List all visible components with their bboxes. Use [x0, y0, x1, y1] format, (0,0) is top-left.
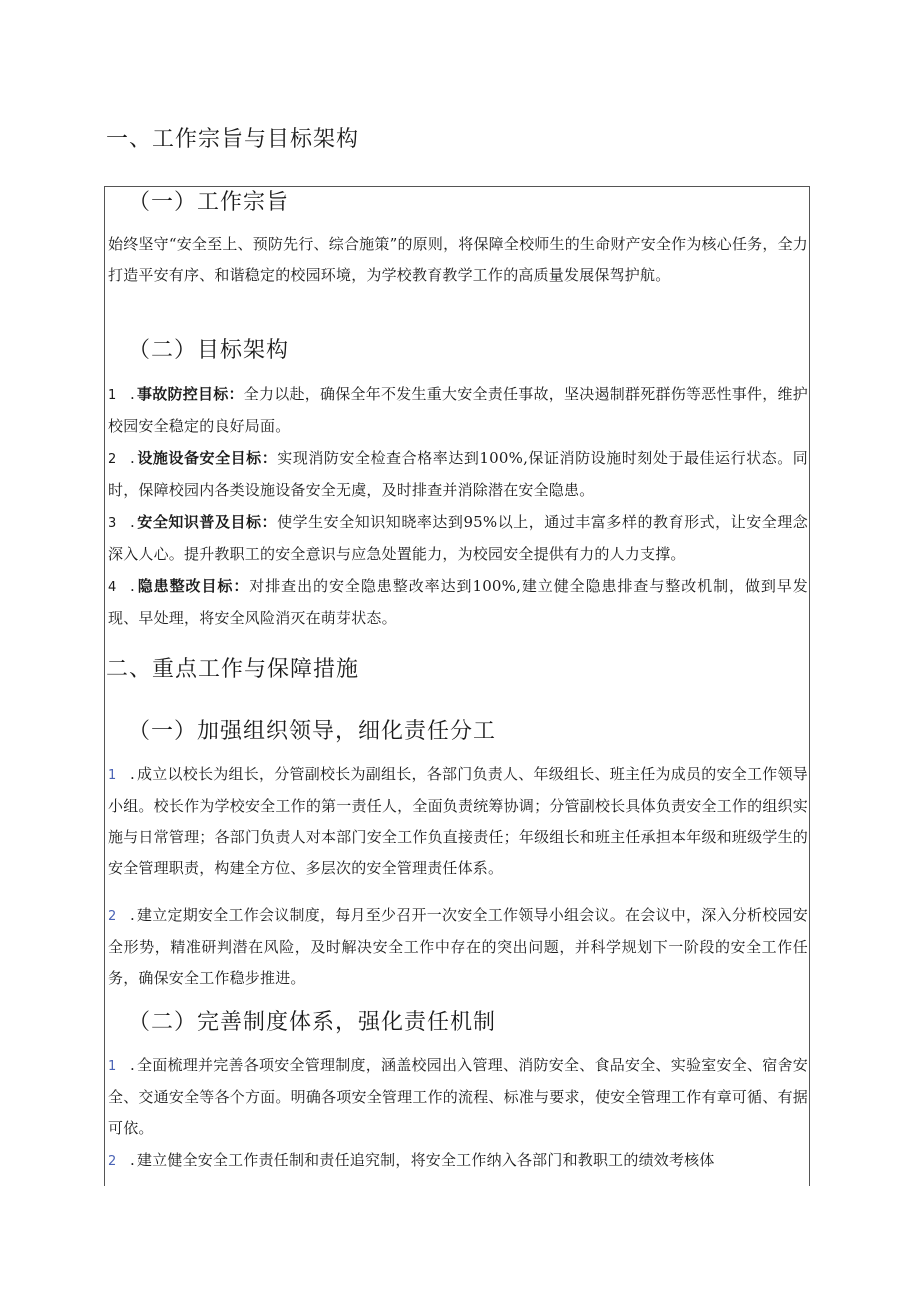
item-number: 2	[108, 909, 117, 924]
item-text: 使学生安全知识知晓率达到95%以上，通过丰富多样的教育形式，让安全理念深入人心。提升教职工的安全意识与应急处置能力，为校园安全提供有力的人力支撑。	[108, 513, 808, 563]
item-text: 全力以赴，确保全年不发生重大安全责任事故，坚决遏制群死群伤等恶性事件，维护校园安全稳定的良好局面。	[108, 385, 809, 435]
item-label: 事故防控目标：	[136, 385, 244, 403]
goal-item-3: 3 . 安全知识普及目标：使学生安全知识知晓率达到95%以上，通过丰富多样的教育形式，让安全理念深入人心。提升教职工的安全意识与应急处置能力，为校园安全提供有力的人力支撑。	[108, 507, 808, 570]
section1-sub1-heading: （一）工作宗旨	[128, 190, 290, 215]
item-number: 1	[108, 388, 117, 403]
section1-sub1-paragraph: 始终坚守“安全至上、预防先行、综合施策”的原则，将保障全校师生的生命财产安全作为核心任务，全力打造平安有序、和谐稳定的校园环境，为学校教育教学工作的高质量发展保驾护航。	[108, 235, 808, 284]
item-text: 建立健全安全工作责任制和责任追究制，将安全工作纳入各部门和教职工的绩效考核体	[136, 1151, 715, 1169]
section2-heading: 二、重点工作与保障措施	[106, 657, 360, 682]
item-label: 安全知识普及目标：	[136, 513, 278, 531]
measure-item-2: 2 . 建立定期安全工作会议制度，每月至少召开一次安全工作领导小组会议。在会议中，深入分析校园安全形势，精准研判潜在风险，及时解决安全工作中存在的突出问题，并科学规划下一阶段的安全工作任务，确保安全工作稳步推进。	[108, 900, 808, 994]
item-number: 3	[108, 516, 117, 531]
item-number: 2	[108, 452, 117, 467]
section2-sub1-heading: （一）加强组织领导，细化责任分工	[128, 719, 497, 744]
goal-item-1: 1 . 事故防控目标：全力以赴，确保全年不发生重大安全责任事故，坚决遏制群死群伤等恶性事件，维护校园安全稳定的良好局面。	[108, 379, 808, 442]
item-text: 成立以校长为组长，分管副校长为副组长，各部门负责人、年级组长、班主任为成员的安全工作领导小组。校长作为学校安全工作的第一责任人，全面负责统筹协调；分管副校长具体负责安全工作的组织实施与日常管理；各部门负责人对本部门安全工作负直接责任；年级组长和班主任承担本年级和班级学生的安全管理职责，构建全方位、多层次的安全管理责任体系。	[108, 765, 808, 877]
item-number: 2	[108, 1154, 117, 1169]
item-text: 全面梳理并完善各项安全管理制度，涵盖校园出入管理、消防安全、食品安全、实验室安全、宿舍安全、交通安全等各个方面。明确各项安全管理工作的流程、标准与要求，使安全管理工作有章可循、有据可依。	[108, 1056, 808, 1137]
item-number: 4	[108, 580, 117, 595]
goal-item-4: 4 . 隐患整改目标：对排查出的安全隐患整改率达到100%,建立健全隐患排查与整改机制，做到早发现、早处理，将安全风险消灭在萌芽状态。	[108, 571, 808, 634]
section2-sub2-heading: （二）完善制度体系，强化责任机制	[128, 1010, 497, 1035]
section1-heading: 一、工作宗旨与目标架构	[106, 127, 360, 152]
system-item-1: 1 . 全面梳理并完善各项安全管理制度，涵盖校园出入管理、消防安全、食品安全、实验室安全、宿舍安全、交通安全等各个方面。明确各项安全管理工作的流程、标准与要求，使安全管理工作有章可循、有据可依。	[108, 1050, 808, 1144]
item-number: 1	[108, 1059, 117, 1074]
system-item-2: 2 . 建立健全安全工作责任制和责任追究制，将安全工作纳入各部门和教职工的绩效考核体	[108, 1145, 808, 1177]
measure-item-1: 1 . 成立以校长为组长，分管副校长为副组长，各部门负责人、年级组长、班主任为成员的安全工作领导小组。校长作为学校安全工作的第一责任人，全面负责统筹协调；分管副校长具体负责安全工作的组织实施与日常管理；各部门负责人对本部门安全工作负直接责任；年级组长和班主任承担本年级和班级学生的安全管理职责，构建全方位、多层次的安全管理责任体系。	[108, 759, 808, 884]
section1-sub2-heading: （二）目标架构	[128, 338, 290, 363]
item-label: 隐患整改目标：	[136, 577, 250, 595]
item-text: 建立定期安全工作会议制度，每月至少召开一次安全工作领导小组会议。在会议中，深入分析校园安全形势，精准研判潜在风险，及时解决安全工作中存在的突出问题，并科学规划下一阶段的安全工作任务，确保安全工作稳步推进。	[108, 906, 808, 987]
goal-item-2: 2 . 设施设备安全目标：实现消防安全检查合格率达到100%,保证消防设施时刻处于最佳运行状态。同时，保障校园内各类设施设备安全无虞，及时排查并消除潜在安全隐患。	[108, 443, 808, 506]
item-text: 对排查出的安全隐患整改率达到100%,建立健全隐患排查与整改机制，做到早发现、早处理，将安全风险消灭在萌芽状态。	[108, 577, 809, 627]
item-label: 设施设备安全目标：	[136, 449, 278, 467]
item-text: 实现消防安全检查合格率达到100%,保证消防设施时刻处于最佳运行状态。同时，保障校园内各类设施设备安全无虞，及时排查并消除潜在安全隐患。	[108, 449, 808, 499]
item-number: 1	[108, 768, 117, 783]
